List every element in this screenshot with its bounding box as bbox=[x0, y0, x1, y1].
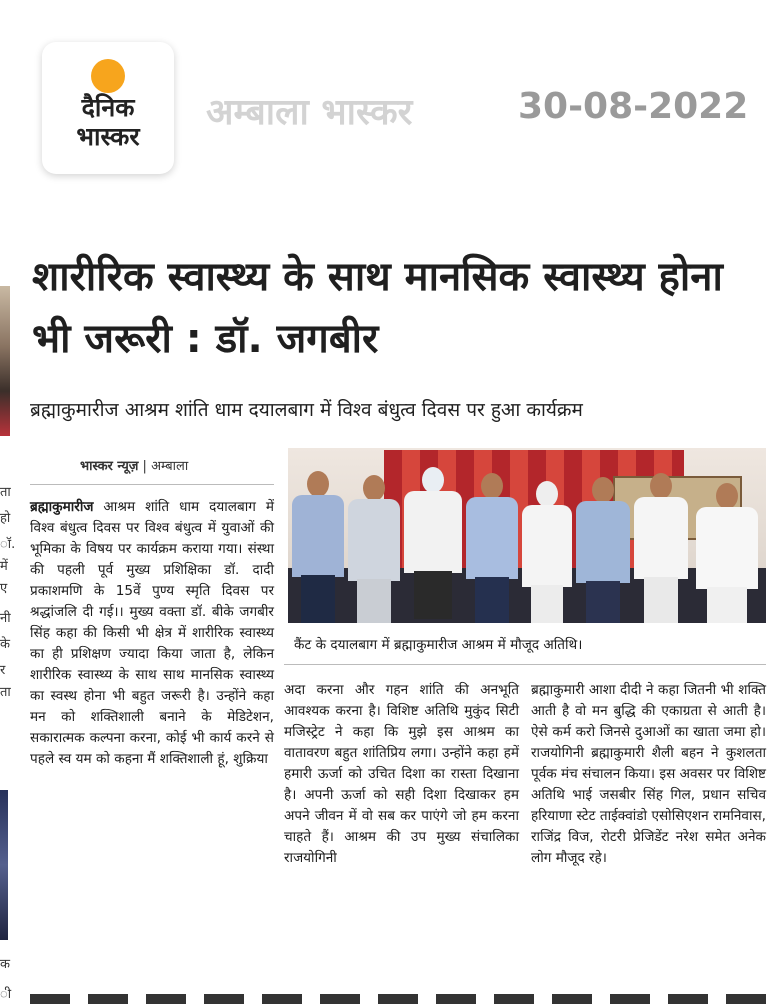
next-headline-fragment bbox=[30, 994, 770, 1004]
article-subheadline: ब्रह्माकुमारीज आश्रम शांति धाम दयालबाग में विश्व बंधुत्व दिवस पर हुआ कार्यक्रम bbox=[30, 399, 583, 421]
edition-name: अम्बाला भास्कर bbox=[206, 92, 413, 133]
logo-line-2: भास्कर bbox=[76, 122, 140, 151]
edge-text: के bbox=[0, 637, 10, 652]
edge-text: क bbox=[0, 957, 10, 972]
photo-person bbox=[522, 481, 572, 623]
edge-text: ॉ. bbox=[0, 537, 16, 552]
edition-date: 30-08-2022 bbox=[518, 86, 749, 127]
photo-person bbox=[696, 483, 758, 623]
edge-text: नी bbox=[0, 611, 11, 626]
edge-text: में bbox=[0, 559, 8, 574]
photo-person bbox=[634, 473, 688, 623]
article-column-3: ब्रह्माकुमारी आशा दीदी ने कहा जितनी भी शक्ति आती है वो मन बुद्धि की एकाग्रता से आती है। ऐसे कर्म करो जिनसे दुआओं का खाता जमा हो। राजयोगिनी ब्रह्माकुमारी शैली बहन ने कुशलता पूर्वक मंच संचालन किया। इस अवसर पर विशिष्ट अतिथि भाई जसबीर सिंह गिल, प्रधान सचिव हरियाणा स्टेट ताईक्वांडो एसोसिएशन रामनिवास, राजिंद्र विज, रोटरी प्रेजिडेंट नरेश समेत अनेक लोग मौजूद रहे। bbox=[531, 682, 766, 866]
byline-city: अम्बाला bbox=[151, 459, 189, 474]
edge-text: ता bbox=[0, 685, 11, 700]
photo-caption: कैंट के दयालबाग में ब्रह्माकुमारीज आश्रम में मौजूद अतिथि। bbox=[294, 637, 583, 653]
photo-person bbox=[466, 473, 518, 623]
photo-person bbox=[576, 477, 630, 623]
byline-source: भास्कर न्यूज़ bbox=[80, 459, 139, 474]
article-headline: शारीरिक स्वास्थ्य के साथ मानसिक स्वास्थ्य होना भी जरूरी : डॉ. जगबीर bbox=[32, 254, 723, 362]
neighbor-photo-fragment-2 bbox=[0, 790, 8, 940]
article-column-1 bbox=[30, 497, 274, 770]
edge-text: ए bbox=[0, 581, 8, 596]
caption-rule bbox=[284, 664, 766, 665]
article-photo bbox=[288, 448, 766, 623]
edge-text: ी bbox=[0, 987, 12, 1002]
photo-person bbox=[292, 471, 344, 623]
byline-rule bbox=[30, 484, 274, 485]
article-column-2: अदा करना और गहन शांति की अनभूति आवश्यक करना है। विशिष्ट अतिथि मुकुंद सिटी मजिस्ट्रेट ने कहा कि मुझे इस आश्रम का वातावरण बहुत शांतिप्रिय लगा। उन्होंने कहा हमें हमारी ऊर्जा को उचित दिशा का रास्ता दिखाना है। अपनी ऊर्जा को सही दिशा दिखाकर हम अपने जीवन में वो सब कर पाएंगे जो हम करना चाहते हैं। आश्रम की उप मुख्य संचालिका राजयोगिनी bbox=[284, 682, 519, 866]
sun-icon bbox=[91, 59, 125, 93]
logo-line-1: दैनिक bbox=[81, 93, 135, 122]
lead-word: ब्रह्माकुमारीज bbox=[30, 499, 94, 515]
photo-person bbox=[404, 467, 462, 623]
edge-text: ता bbox=[0, 485, 11, 500]
byline: भास्कर न्यूज़ | अम्बाला bbox=[80, 459, 189, 474]
photo-person bbox=[348, 475, 400, 623]
newspaper-logo bbox=[42, 42, 174, 174]
edge-text: हो bbox=[0, 511, 11, 526]
column-text: आश्रम शांति धाम दयालबाग में विश्व बंधुत्व दिवस पर विश्व बंधुत्व में युवाओं की भूमिका के विषय पर कार्यक्रम कराया गया। संस्था की पहली पूर्व मुख्य प्रशिक्षिका डॉ. दादी प्रकाशमणि के 15वें पुण्य स्मृति दिवस पर श्रद्धांजलि दी गई।। मुख्य वक्ता डॉ. बीके जगबीर सिंह कहा की किसी भी क्षेत्र में शारीरिक स्वास्थ्य का ही प्रशिक्षण ज्यादा किया जाता है, लेकिन शारीरिक स्वास्थ्य के साथ साथ मानसिक स्वास्थ्य का स्वस्थ होना भी बहुत जरूरी है। उन्होंने कहा मन को शक्तिशाली बनाने के मेडिटेशन, सकारात्मक कल्पना करना, कोई भी कार्य करने से पहले स्व यम को कहना मैं शक्तिशाली हूं, शुक्रिया bbox=[30, 499, 274, 767]
edge-text: र bbox=[0, 663, 6, 678]
